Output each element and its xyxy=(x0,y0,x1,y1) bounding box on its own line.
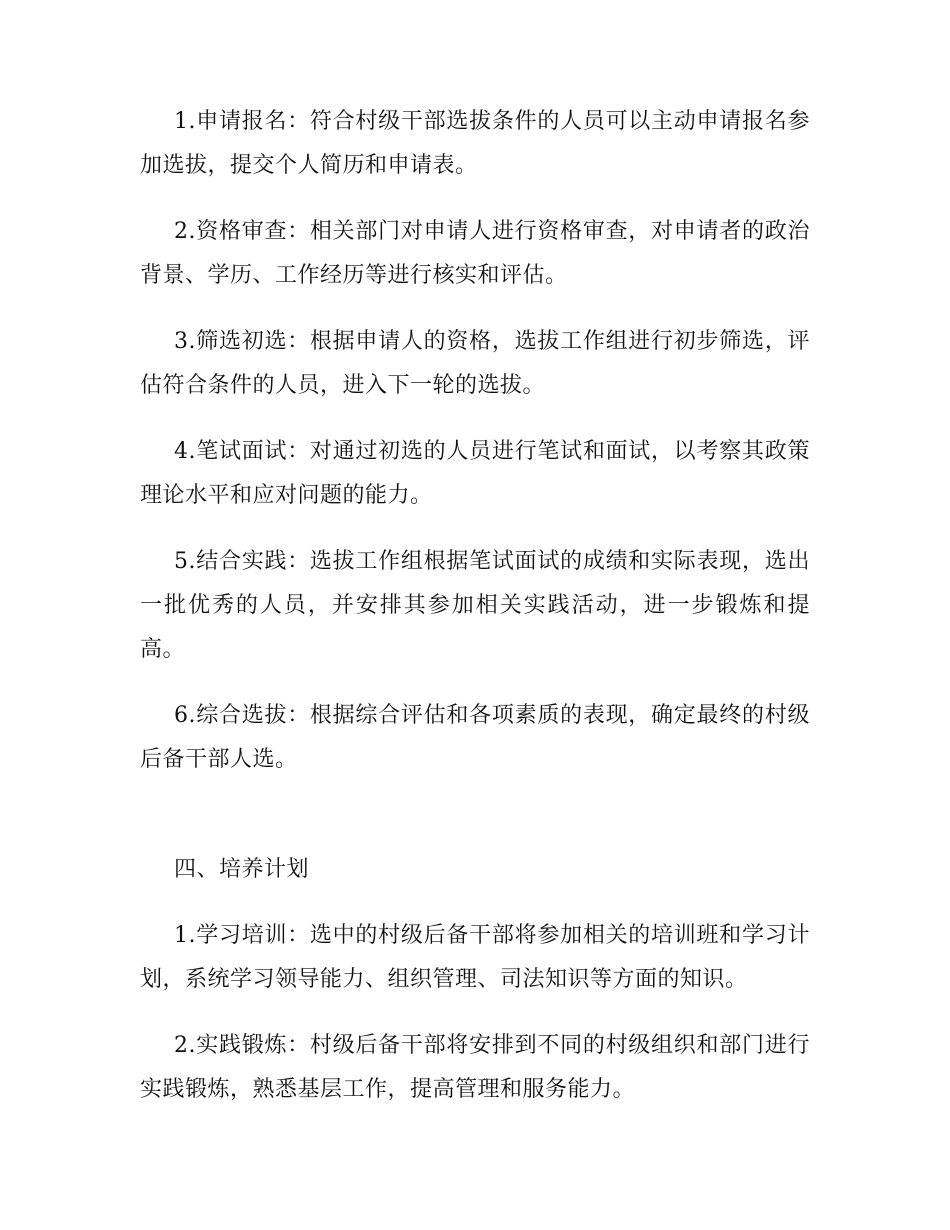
selection-step-5: 5.结合实践：选拔工作组根据笔试面试的成绩和实际表现，选出一批优秀的人员，并安排其参加相关实践活动，进一步锻炼和提高。 xyxy=(140,549,810,662)
document-page xyxy=(140,100,810,1112)
section-heading-training-plan: 四、培养计划 xyxy=(174,857,310,882)
training-item-2: 2.实践锻炼：村级后备干部将安排到不同的村级组织和部门进行实践锻炼，熟悉基层工作，提高管理和服务能力。 xyxy=(140,1033,810,1102)
selection-step-6: 6.综合选拔：根据综合评估和各项素质的表现，确定最终的村级后备干部人选。 xyxy=(140,703,810,772)
training-item-1: 1.学习培训：选中的村级后备干部将参加相关的培训班和学习计划，系统学习领导能力、组织管理、司法知识等方面的知识。 xyxy=(140,923,810,992)
selection-step-1: 1.申请报名：符合村级干部选拔条件的人员可以主动申请报名参加选拔，提交个人简历和申请表。 xyxy=(140,109,810,178)
selection-step-4: 4.笔试面试：对通过初选的人员进行笔试和面试，以考察其政策理论水平和应对问题的能力。 xyxy=(140,439,810,508)
selection-step-3: 3.筛选初选：根据申请人的资格，选拔工作组进行初步筛选，评估符合条件的人员，进入下一轮的选拔。 xyxy=(140,329,810,398)
selection-step-2: 2.资格审查：相关部门对申请人进行资格审查，对申请者的政治背景、学历、工作经历等进行核实和评估。 xyxy=(140,219,810,288)
